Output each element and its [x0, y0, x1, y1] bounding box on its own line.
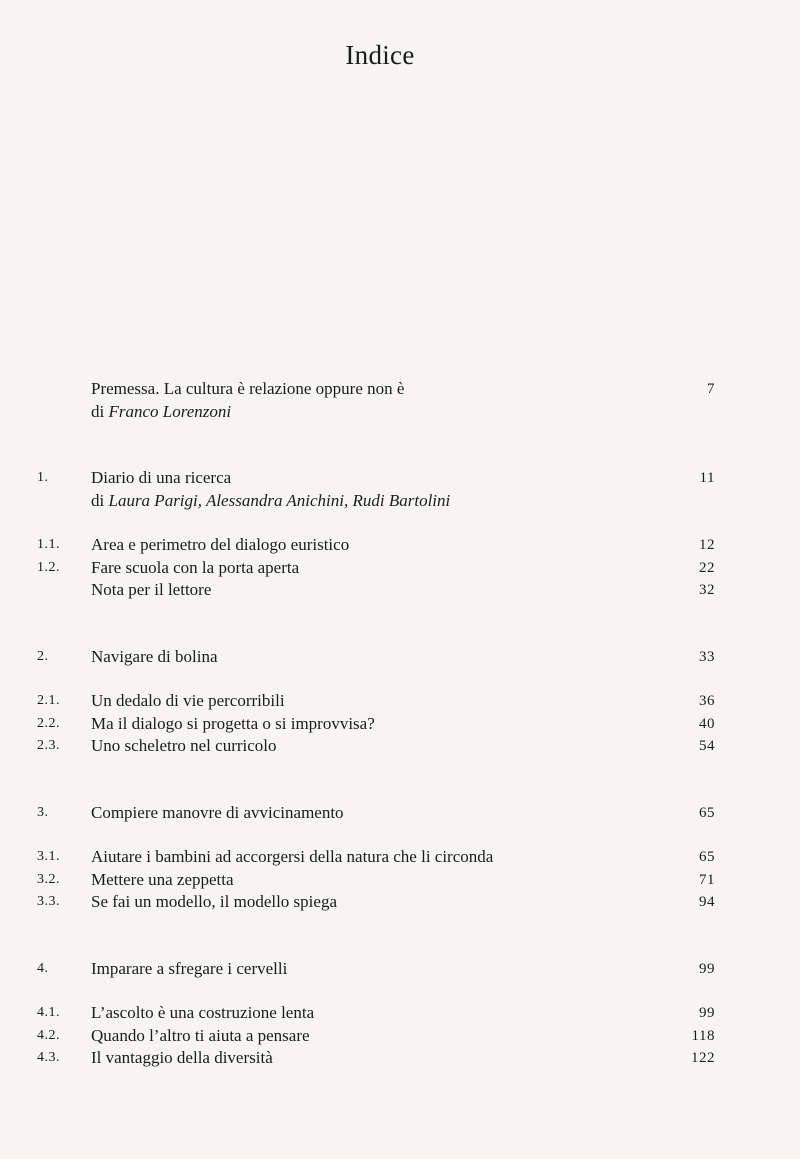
author-names: Franco Lorenzoni [108, 401, 232, 421]
entry-number: 3.2. [37, 871, 60, 887]
entry-page: 122 [691, 1050, 715, 1066]
entry-page: 99 [699, 960, 715, 977]
entry-number: 4.2. [37, 1027, 60, 1043]
entry-title: Se fai un modello, il modello spiega [91, 892, 337, 911]
entry-number: 1. [37, 470, 49, 485]
toc-entry-1-1 [0, 534, 800, 557]
toc-entry-premessa [0, 378, 800, 401]
entry-page: 7 [707, 381, 715, 397]
toc-entry-chapter-2 [0, 646, 800, 669]
entry-number: 3.3. [37, 894, 60, 909]
entry-title: L’ascolto è una costruzione lenta [91, 1003, 315, 1022]
toc-entry-3-3 [0, 891, 800, 914]
entry-title: Fare scuola con la porta aperta [91, 557, 300, 577]
toc-entry-chapter-3 [0, 802, 800, 825]
page-title: Indice [345, 40, 415, 70]
entry-title: Premessa. La cultura è relazione oppure non è [91, 379, 405, 398]
entry-page: 65 [699, 804, 715, 821]
entry-page: 65 [699, 849, 715, 865]
entry-page: 11 [699, 470, 715, 486]
toc-entry-3-2 [0, 869, 800, 892]
toc-entry-2-2 [0, 713, 800, 736]
toc-entry-2-1 [0, 690, 800, 713]
toc-entry-3-1 [0, 846, 800, 869]
author-names: Laura Parigi, Alessandra Anichini, Rudi Bartolini [108, 490, 451, 510]
entry-title: Area e perimetro del dialogo euristico [91, 535, 350, 554]
entry-number: 2.3. [37, 738, 60, 753]
entry-title: Imparare a sfregare i cervelli [91, 958, 288, 978]
entry-title: Navigare di bolina [91, 646, 218, 666]
entry-title: Quando l’altro ti aiuta a pensare [91, 1025, 310, 1045]
entry-page: 94 [699, 894, 715, 910]
entry-title: Nota per il lettore [91, 580, 212, 599]
toc-entry-4-3 [0, 1047, 800, 1070]
toc-entry-nota [0, 579, 800, 602]
author-prefix: di [91, 401, 105, 421]
entry-page: 33 [699, 648, 715, 665]
entry-title: Un dedalo di vie percorribili [91, 691, 285, 710]
toc-entry-1-2 [0, 557, 800, 580]
entry-title: Compiere manovre di avvicinamento [91, 802, 344, 822]
entry-page: 36 [699, 693, 715, 709]
entry-title: Mettere una zeppetta [91, 869, 234, 889]
entry-page: 71 [699, 871, 715, 888]
author-prefix: di [91, 490, 105, 510]
entry-page: 22 [699, 559, 715, 576]
entry-title: Il vantaggio della diversità [91, 1048, 273, 1067]
table-of-contents [0, 378, 800, 1070]
entry-number: 2.2. [37, 715, 60, 731]
entry-title: Ma il dialogo si progetta o si improvvisa? [91, 713, 375, 733]
toc-entry-4-2 [0, 1025, 800, 1048]
toc-entry-premessa-authors [0, 401, 800, 424]
entry-number: 3. [37, 804, 49, 820]
entry-title: Diario di una ricerca [91, 468, 232, 487]
toc-entry-2-3 [0, 735, 800, 758]
entry-number: 1.2. [37, 559, 60, 575]
entry-number: 2. [37, 648, 49, 664]
entry-number: 3.1. [37, 849, 60, 864]
entry-page: 40 [699, 715, 715, 732]
entry-title: Aiutare i bambini ad accorgersi della natura che li circonda [91, 847, 494, 866]
entry-number: 4. [37, 960, 49, 976]
entry-number: 4.1. [37, 1005, 60, 1020]
entry-number: 1.1. [37, 537, 60, 552]
entry-title: Uno scheletro nel curricolo [91, 736, 277, 755]
entry-page: 54 [699, 738, 715, 754]
toc-entry-chapter-4 [0, 958, 800, 981]
toc-entry-chapter-1 [0, 467, 800, 490]
entry-page: 32 [699, 582, 715, 598]
entry-page: 118 [691, 1027, 715, 1044]
entry-number: 2.1. [37, 693, 60, 708]
entry-page: 99 [699, 1005, 715, 1021]
toc-entry-4-1 [0, 1002, 800, 1025]
toc-entry-chapter-1-authors [0, 490, 800, 513]
entry-number: 4.3. [37, 1050, 60, 1065]
entry-page: 12 [699, 537, 715, 553]
